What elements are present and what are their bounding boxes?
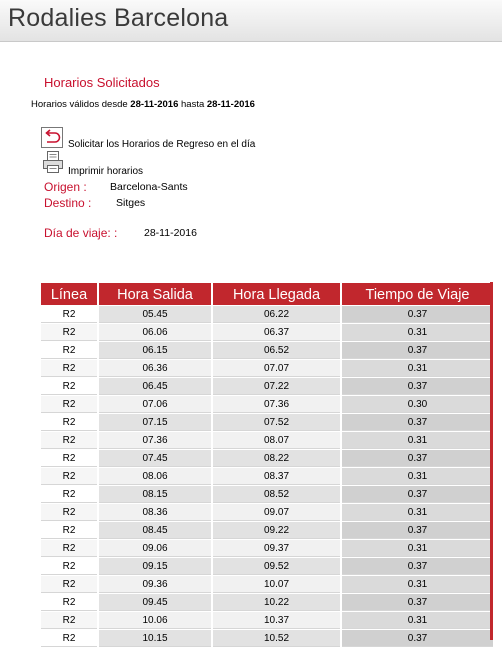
arrival-cell: 10.07 — [213, 576, 340, 593]
arrival-cell: 10.52 — [213, 630, 340, 647]
duration-cell: 0.37 — [342, 306, 493, 323]
table-row — [41, 594, 493, 611]
departure-cell: 08.15 — [99, 486, 211, 503]
table-row — [41, 504, 493, 521]
table-row — [41, 468, 493, 485]
arrival-cell: 07.36 — [213, 396, 340, 413]
duration-cell: 0.37 — [342, 558, 493, 575]
line-cell: R2 — [41, 396, 97, 413]
validity-middle: hasta — [178, 99, 207, 110]
arrival-cell: 10.37 — [213, 612, 340, 629]
departure-cell: 07.15 — [99, 414, 211, 431]
line-cell: R2 — [41, 612, 97, 629]
duration-cell: 0.31 — [342, 576, 493, 593]
arrival-cell: 08.22 — [213, 450, 340, 467]
table-row — [41, 396, 493, 413]
header-bar — [0, 0, 502, 42]
table-row — [41, 432, 493, 449]
duration-cell: 0.30 — [342, 396, 493, 413]
departure-cell: 07.06 — [99, 396, 211, 413]
duration-cell: 0.31 — [342, 504, 493, 521]
table-row — [41, 414, 493, 431]
line-cell: R2 — [41, 360, 97, 377]
table-row — [41, 576, 493, 593]
table-row — [41, 324, 493, 341]
departure-cell: 05.45 — [99, 306, 211, 323]
departure-cell: 07.36 — [99, 432, 211, 449]
validity-prefix: Horarios válidos desde — [31, 99, 131, 110]
departure-cell: 08.36 — [99, 504, 211, 521]
arrival-cell: 08.52 — [213, 486, 340, 503]
arrival-cell: 09.07 — [213, 504, 340, 521]
line-cell: R2 — [41, 342, 97, 359]
travel-date-value: 28-11-2016 — [144, 227, 197, 239]
header-line: Línea — [41, 283, 97, 305]
departure-cell: 08.45 — [99, 522, 211, 539]
arrival-cell: 09.37 — [213, 540, 340, 557]
origin-label: Origen : — [44, 180, 87, 194]
line-cell: R2 — [41, 558, 97, 575]
header-duration: Tiempo de Viaje — [342, 283, 493, 305]
departure-cell: 08.06 — [99, 468, 211, 485]
printer-icon[interactable] — [43, 151, 63, 173]
duration-cell: 0.37 — [342, 378, 493, 395]
duration-cell: 0.31 — [342, 468, 493, 485]
destination-value: Sitges — [116, 197, 146, 209]
duration-cell: 0.37 — [342, 414, 493, 431]
schedule-body — [41, 306, 493, 647]
departure-cell: 06.45 — [99, 378, 211, 395]
duration-cell: 0.37 — [342, 450, 493, 467]
arrival-cell: 08.07 — [213, 432, 340, 449]
line-cell: R2 — [41, 450, 97, 467]
arrival-cell: 07.52 — [213, 414, 340, 431]
validity-text — [31, 99, 255, 110]
validity-from-date: 28-11-2016 — [130, 99, 179, 110]
line-cell: R2 — [41, 522, 97, 539]
arrival-cell: 09.52 — [213, 558, 340, 575]
table-row — [41, 522, 493, 539]
line-cell: R2 — [41, 414, 97, 431]
arrival-cell: 10.22 — [213, 594, 340, 611]
duration-cell: 0.31 — [342, 540, 493, 557]
table-row — [41, 306, 493, 323]
line-cell: R2 — [41, 486, 97, 503]
table-row — [41, 360, 493, 377]
departure-cell: 06.36 — [99, 360, 211, 377]
line-cell: R2 — [41, 432, 97, 449]
header-departure: Hora Salida — [99, 283, 211, 305]
duration-cell: 0.31 — [342, 324, 493, 341]
departure-cell: 09.45 — [99, 594, 211, 611]
table-edge — [490, 282, 493, 640]
duration-cell: 0.37 — [342, 342, 493, 359]
table-header-row — [41, 283, 493, 305]
duration-cell: 0.37 — [342, 630, 493, 647]
section-title: Horarios Solicitados — [44, 75, 160, 90]
table-row — [41, 486, 493, 503]
arrival-cell: 06.52 — [213, 342, 340, 359]
return-arrow-icon[interactable] — [41, 127, 63, 148]
departure-cell: 09.15 — [99, 558, 211, 575]
departure-cell: 09.36 — [99, 576, 211, 593]
table-row — [41, 630, 493, 647]
schedule-table — [39, 282, 495, 648]
line-cell: R2 — [41, 468, 97, 485]
table-row — [41, 342, 493, 359]
duration-cell: 0.37 — [342, 522, 493, 539]
departure-cell: 10.15 — [99, 630, 211, 647]
line-cell: R2 — [41, 630, 97, 647]
duration-cell: 0.37 — [342, 486, 493, 503]
app-title: Rodalies Barcelona — [8, 4, 229, 32]
duration-cell: 0.31 — [342, 612, 493, 629]
table-row — [41, 612, 493, 629]
arrival-cell: 07.22 — [213, 378, 340, 395]
line-cell: R2 — [41, 504, 97, 521]
table-row — [41, 378, 493, 395]
print-schedule-link[interactable]: Imprimir horarios — [68, 166, 144, 177]
arrival-cell: 06.37 — [213, 324, 340, 341]
arrival-cell: 07.07 — [213, 360, 340, 377]
table-row — [41, 450, 493, 467]
departure-cell: 10.06 — [99, 612, 211, 629]
line-cell: R2 — [41, 576, 97, 593]
line-cell: R2 — [41, 306, 97, 323]
origin-value: Barcelona-Sants — [110, 181, 188, 193]
arrival-cell: 06.22 — [213, 306, 340, 323]
duration-cell: 0.37 — [342, 594, 493, 611]
table-row — [41, 558, 493, 575]
arrival-cell: 09.22 — [213, 522, 340, 539]
departure-cell: 06.06 — [99, 324, 211, 341]
destination-label: Destino : — [44, 196, 92, 210]
return-schedule-link[interactable]: Solicitar los Horarios de Regreso en el día — [68, 139, 256, 150]
line-cell: R2 — [41, 540, 97, 557]
line-cell: R2 — [41, 324, 97, 341]
departure-cell: 07.45 — [99, 450, 211, 467]
departure-cell: 09.06 — [99, 540, 211, 557]
duration-cell: 0.31 — [342, 360, 493, 377]
departure-cell: 06.15 — [99, 342, 211, 359]
table-row — [41, 540, 493, 557]
line-cell: R2 — [41, 378, 97, 395]
travel-date-label: Día de viaje: : — [44, 226, 118, 240]
arrival-cell: 08.37 — [213, 468, 340, 485]
line-cell: R2 — [41, 594, 97, 611]
header-arrival: Hora Llegada — [213, 283, 340, 305]
validity-to-date: 28-11-2016 — [206, 99, 255, 110]
duration-cell: 0.31 — [342, 432, 493, 449]
